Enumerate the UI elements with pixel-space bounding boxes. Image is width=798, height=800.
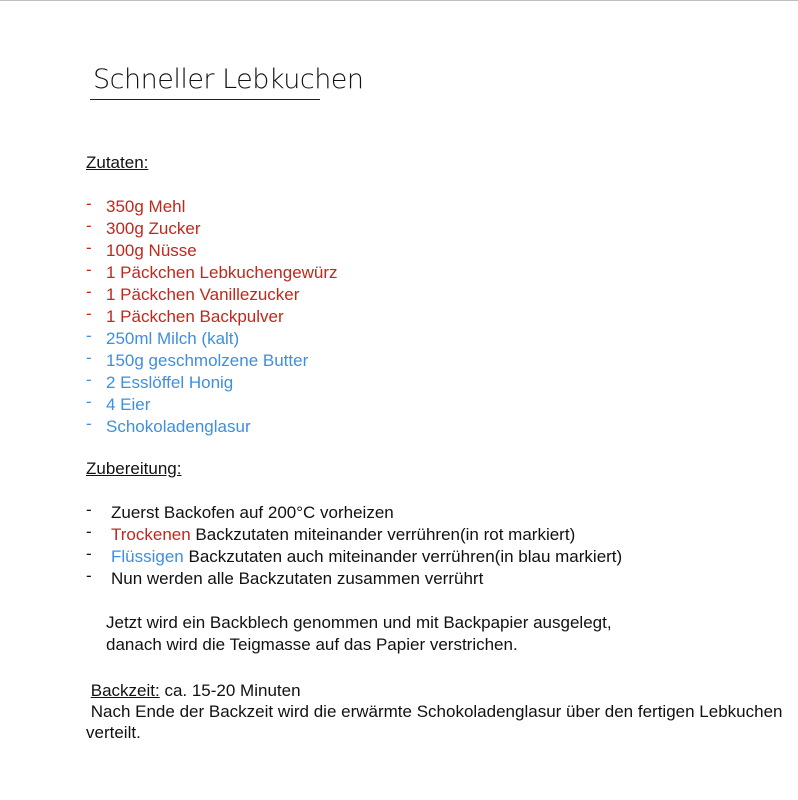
ingredients-heading: Zutaten:	[86, 153, 149, 172]
list-dash: -	[86, 522, 92, 541]
ingredient-text: 1 Päckchen Vanillezucker	[106, 285, 300, 304]
title-underline	[90, 99, 320, 100]
ingredient-text: 100g Nüsse	[106, 241, 197, 260]
ingredient-item	[86, 218, 338, 240]
ingredient-item	[86, 328, 338, 350]
list-dash: -	[86, 282, 92, 301]
paragraph-line-2: danach wird die Teigmasse auf das Papier verstrichen.	[106, 635, 518, 654]
ingredient-text: 350g Mehl	[106, 197, 186, 216]
ingredient-item	[86, 240, 338, 262]
ingredient-text: Schokoladenglasur	[106, 417, 251, 436]
step-item	[86, 524, 622, 546]
step-highlight: Flüssigen	[111, 547, 184, 566]
page-title: Schneller Lebkuchen	[93, 64, 364, 95]
list-dash: -	[86, 326, 92, 345]
list-dash: -	[86, 392, 92, 411]
list-dash: -	[86, 500, 92, 519]
list-dash: -	[86, 544, 92, 563]
bake-section	[86, 680, 786, 743]
ingredient-item	[86, 196, 338, 218]
step-highlight: Trockenen	[111, 525, 191, 544]
ingredient-text: 150g geschmolzene Butter	[106, 351, 309, 370]
ingredient-text: 300g Zucker	[106, 219, 201, 238]
bake-time-label: Backzeit:	[90, 681, 160, 700]
ingredient-text: 1 Päckchen Backpulver	[106, 307, 284, 326]
paragraph-line-1: Jetzt wird ein Backblech genommen und mit Backpapier ausgelegt,	[106, 613, 612, 632]
bake-time-line	[86, 680, 786, 701]
ingredient-item	[86, 284, 338, 306]
ingredient-text: 2 Esslöffel Honig	[106, 373, 234, 392]
list-dash: -	[86, 566, 92, 585]
list-dash: -	[86, 238, 92, 257]
step-item	[86, 502, 622, 524]
preparation-heading: Zubereitung:	[86, 459, 182, 478]
step-text: Backzutaten miteinander verrühren(in rot markiert)	[190, 525, 576, 544]
top-border	[0, 0, 798, 1]
list-dash: -	[86, 216, 92, 235]
list-dash: -	[86, 304, 92, 323]
ingredient-text: 4 Eier	[106, 395, 151, 414]
steps-list	[86, 502, 622, 590]
list-dash: -	[86, 194, 92, 213]
ingredient-item	[86, 306, 338, 328]
bake-note	[86, 701, 786, 743]
step-item	[86, 568, 622, 590]
ingredient-item	[86, 394, 338, 416]
ingredient-text: 250ml Milch (kalt)	[106, 329, 240, 348]
ingredient-text: 1 Päckchen Lebkuchengewürz	[106, 263, 338, 282]
ingredients-list	[86, 196, 338, 438]
list-dash: -	[86, 348, 92, 367]
bake-note-text: Nach Ende der Backzeit wird die erwärmte Schokoladenglasur über den fertigen Lebkuchen verteilt.	[86, 702, 783, 742]
ingredient-item	[86, 262, 338, 284]
ingredient-item	[86, 350, 338, 372]
list-dash: -	[86, 414, 92, 433]
ingredient-item	[86, 372, 338, 394]
list-dash: -	[86, 260, 92, 279]
step-text: Nun werden alle Backzutaten zusammen verrührt	[111, 569, 484, 588]
step-text: Backzutaten auch miteinander verrühren(in blau markiert)	[183, 547, 623, 566]
ingredient-item	[86, 416, 338, 438]
bake-time-value: ca. 15-20 Minuten	[159, 681, 301, 700]
list-dash: -	[86, 370, 92, 389]
step-text: Zuerst Backofen auf 200°C vorheizen	[111, 503, 394, 522]
step-item	[86, 546, 622, 568]
